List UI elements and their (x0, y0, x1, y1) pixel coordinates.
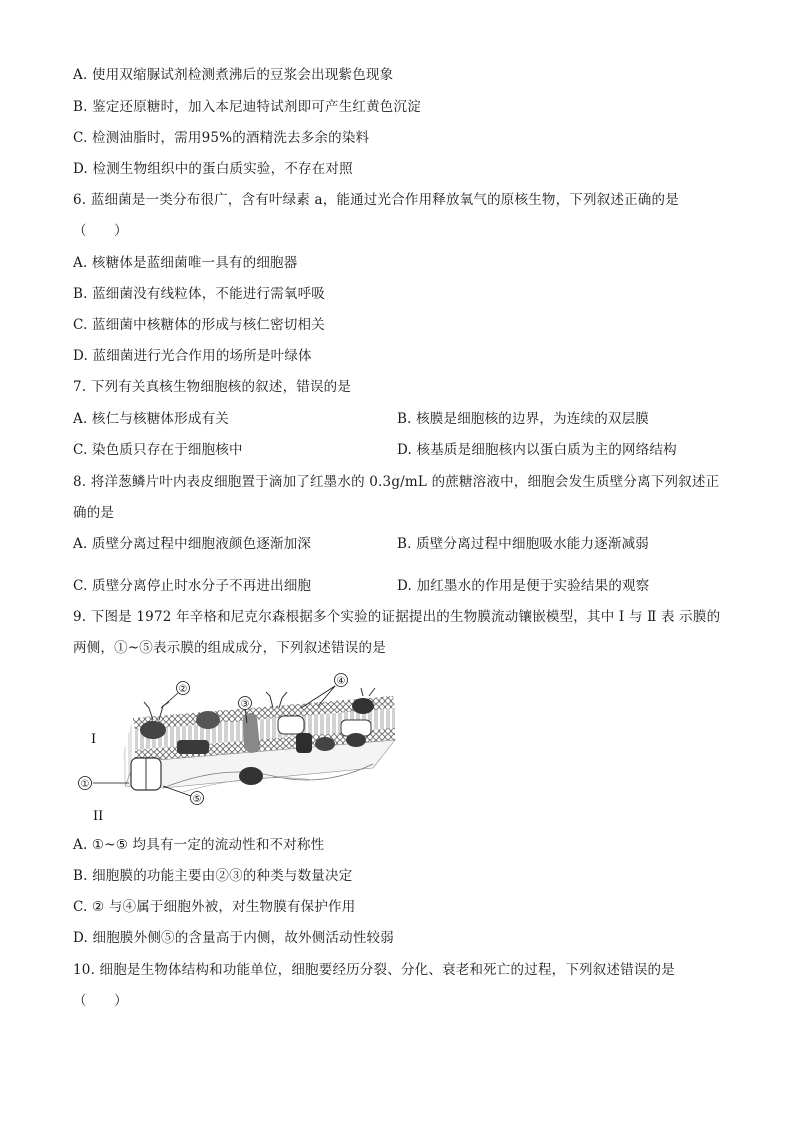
q6-option-a: A. 核糖体是蓝细菌唯一具有的细胞器 (73, 255, 298, 271)
q9-option-d: D. 细胞膜外侧⑤的含量高于内侧，故外侧活动性较弱 (73, 930, 394, 946)
q8-stem-line1: 8. 将洋葱鳞片叶内表皮细胞置于滴加了红墨水的 0.3g/mL 的蔗糖溶液中，细胞会发生质壁分离下列叙述正 (73, 474, 720, 490)
q7-option-c: C. 染色质只存在于细胞核中 (73, 442, 243, 458)
q9-option-c: C. ② 与④属于细胞外被，对生物膜有保护作用 (73, 899, 356, 915)
marker-2: ② (178, 684, 188, 695)
q7-option-d: D. 核基质是细胞核内以蛋白质为主的网络结构 (397, 442, 677, 458)
q8-option-c: C. 质壁分离停止时水分子不再进出细胞 (73, 578, 312, 594)
side-ii-label: II (93, 809, 104, 824)
q9-option-b: B. 细胞膜的功能主要由②③的种类与数量决定 (73, 868, 353, 884)
q10-paren: （ ） (73, 993, 128, 1009)
q6-option-b: B. 蓝细菌没有线粒体，不能进行需氧呼吸 (73, 286, 326, 302)
marker-1: ① (80, 779, 90, 790)
q7-option-b: B. 核膜是细胞核的边界，为连续的双层膜 (397, 411, 650, 427)
q9-stem-line2: 两侧，①~⑤表示膜的组成成分，下列叙述错误的是 (73, 640, 386, 656)
q6-stem: 6. 蓝细菌是一类分布很广，含有叶绿素 a，能通过光合作用释放氧气的原核生物，下列叙述正确的是 (73, 192, 679, 208)
q8-option-b: B. 质壁分离过程中细胞吸水能力逐渐减弱 (397, 536, 650, 552)
q8-option-a: A. 质壁分离过程中细胞液颜色逐渐加深 (73, 536, 312, 552)
q6-option-c: C. 蓝细菌中核糖体的形成与核仁密切相关 (73, 317, 325, 333)
fluid-mosaic-diagram (73, 668, 403, 828)
q5-option-a: A. 使用双缩脲试剂检测煮沸后的豆浆会出现紫色现象 (73, 67, 394, 83)
q7-option-a: A. 核仁与核糖体形成有关 (73, 411, 229, 427)
marker-3: ③ (240, 699, 250, 710)
q10-stem: 10. 细胞是生物体结构和功能单位，细胞要经历分裂、分化、衰老和死亡的过程，下列叙述错误的是 (73, 962, 675, 978)
side-i-label: I (91, 732, 97, 747)
q9-option-a: A. ①~⑤ 均具有一定的流动性和不对称性 (73, 837, 325, 853)
q8-option-d: D. 加红墨水的作用是便于实验结果的观察 (397, 578, 650, 594)
q6-option-d: D. 蓝细菌进行光合作用的场所是叶绿体 (73, 348, 312, 364)
marker-4: ④ (336, 676, 346, 687)
q5-option-b: B. 鉴定还原糖时，加入本尼迪特试剂即可产生红黄色沉淀 (73, 99, 421, 115)
q5-option-d: D. 检测生物组织中的蛋白质实验，不存在对照 (73, 161, 353, 177)
q7-stem: 7. 下列有关真核生物细胞核的叙述，错误的是 (73, 379, 352, 395)
marker-5: ⑤ (192, 794, 202, 805)
q5-option-c: C. 检测油脂时，需用95%的酒精洗去多余的染料 (73, 130, 370, 146)
q6-paren: （ ） (73, 223, 128, 239)
q9-stem-line1: 9. 下图是 1972 年辛格和尼克尔森根据多个实验的证据提出的生物膜流动镶嵌模型，其中 I 与 Ⅱ 表 示膜的 (73, 609, 721, 625)
q8-stem-line2: 确的是 (73, 505, 115, 521)
